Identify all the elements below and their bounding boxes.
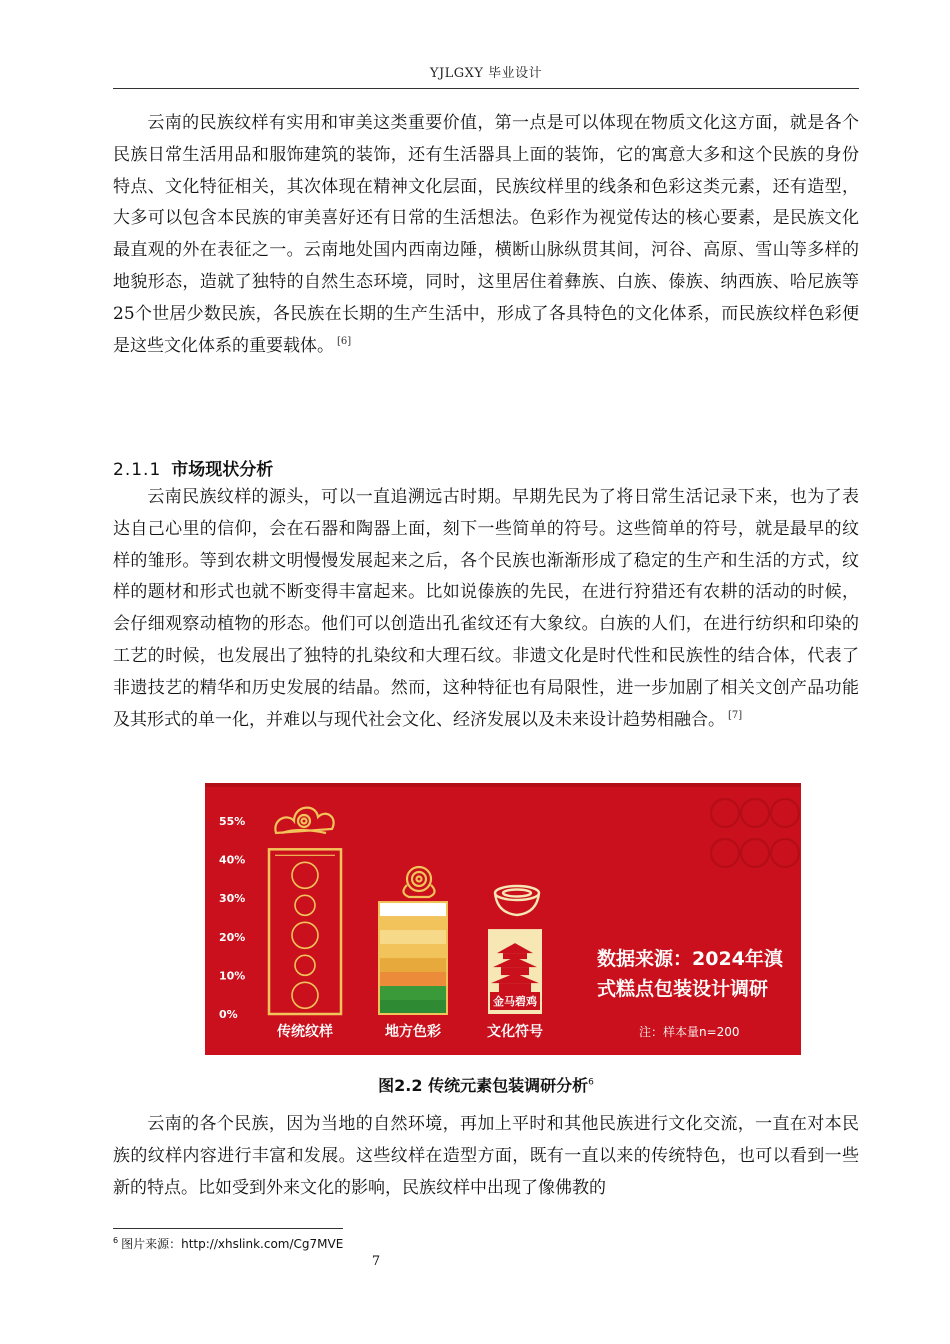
paragraph-3 [113, 1109, 859, 1204]
footnote [113, 1235, 343, 1252]
source-text-line-1: 数据来源：2024年滇 [597, 948, 783, 970]
paragraph-2-text: 云南民族纹样的源头，可以一直追溯远古时期。早期先民为了将日常生活记录下来，也为了表达自己心里的信仰，会在石器和陶器上面，刻下一些简单的符号。这些简单的符号，就是最早的纹样的雏形。等到农耕文明慢慢发展起来之后，各个民族也渐渐形成了稳定的生产和生活的方式，纹样的题材和形式也就不断变得丰富起来。比如说傣族的先民，在进行狩猎还有农耕的活动的时候，会仔细观察动植物的形态。他们可以创造出孔雀纹还有大象纹。白族的人们，在进行纺织和印染的工艺的时候，也发展出了独特的扎染纹和大理石纹。非遗文化是时代性和民族性的结合体，代表了非遗技艺的精华和历史发展的结晶。然而，这种特征也有局限性，进一步加剧了相关文创产品功能及其形式的单一化，并难以与现代社会文化、经济发展以及未来设计趋势相融合。 [113, 487, 859, 730]
footnote-mark: 6 [113, 1236, 119, 1245]
footnote-text: 图片来源：http://xhslink.com/Cg7MVE [121, 1237, 344, 1251]
paragraph-1-text: 云南的民族纹样有实用和审美这类重要价值，第一点是可以体现在物质文化这方面，就是各个民族日常生活用品和服饰建筑的装饰，还有生活器具上面的装饰，它的寓意大多和这个民族的身份特点、文化特征相关，其次体现在精神文化层面，民族纹样里的线条和色彩这类元素，还有造型，大多可以包含本民族的审美喜好还有日常的生活想法。色彩作为视觉传达的核心要素，是民族文化最直观的外在表征之一。云南地处国内西南边陲，横断山脉纵贯其间，河谷、高原、雪山等多样的地貌形态，造就了独特的自然生态环境，同时，这里居住着彝族、白族、傣族、纳西族、哈尼族等25个世居少数民族，各民族在长期的生产生活中，形成了各具特色的文化体系，而民族纹样色彩便是这些文化体系的重要载体。 [113, 113, 859, 356]
paragraph-2 [113, 482, 859, 736]
footnote-rule [113, 1228, 343, 1229]
background-pattern [205, 783, 801, 867]
paragraph-3-text: 云南的各个民族，因为当地的自然环境，再加上平时和其他民族进行文化交流，一直在对本民族的纹样内容进行丰富和发展。这些纹样在造型方面，既有一直以来的传统特色，也可以看到一些新的特点。比如受到外来文化的影响，民族纹样中出现了像佛教的 [113, 1114, 859, 1198]
header-rule [113, 88, 859, 89]
bar-3-label: 金马碧鸡 [493, 995, 537, 1008]
page-number: 7 [371, 1254, 381, 1269]
y-tick-label: 40% [219, 853, 246, 867]
y-tick-label: 55% [219, 815, 246, 828]
source-text-line-2: 式糕点包装设计调研 [597, 978, 769, 1000]
survey-chart-svg [205, 783, 801, 1055]
section-heading [113, 455, 273, 480]
page-header: YJLGXY 毕业设计 [429, 66, 543, 81]
swirl-cloud-icon [403, 867, 434, 897]
category-label: 地方色彩 [385, 1024, 441, 1040]
section-number: 2.1.1 [113, 460, 162, 480]
paragraph-1 [113, 108, 859, 362]
figure-caption-footnote-mark: 6 [588, 1077, 594, 1088]
bar-1 [269, 849, 341, 1014]
y-tick-label: 30% [219, 892, 246, 906]
y-tick-label: 20% [219, 930, 246, 944]
section-title: 市场现状分析 [171, 460, 274, 480]
citation-7: [7] [728, 709, 743, 721]
figure-caption-text: 图2.2 传统元素包装调研分析 [378, 1076, 589, 1095]
y-tick-label: 0% [219, 1008, 238, 1021]
survey-chart [205, 783, 801, 1055]
citation-6: [6] [337, 335, 352, 347]
cloud-motif-icon [275, 808, 333, 833]
bar-2 [379, 902, 447, 1014]
sample-size-note: 注：样本量n=200 [639, 1025, 740, 1039]
bowl-icon [495, 886, 539, 915]
category-label: 传统纹样 [277, 1024, 333, 1040]
figure-caption [113, 1073, 859, 1096]
category-label: 文化符号 [487, 1024, 543, 1040]
bar-3 [488, 929, 542, 1014]
y-tick-label: 10% [219, 969, 246, 983]
